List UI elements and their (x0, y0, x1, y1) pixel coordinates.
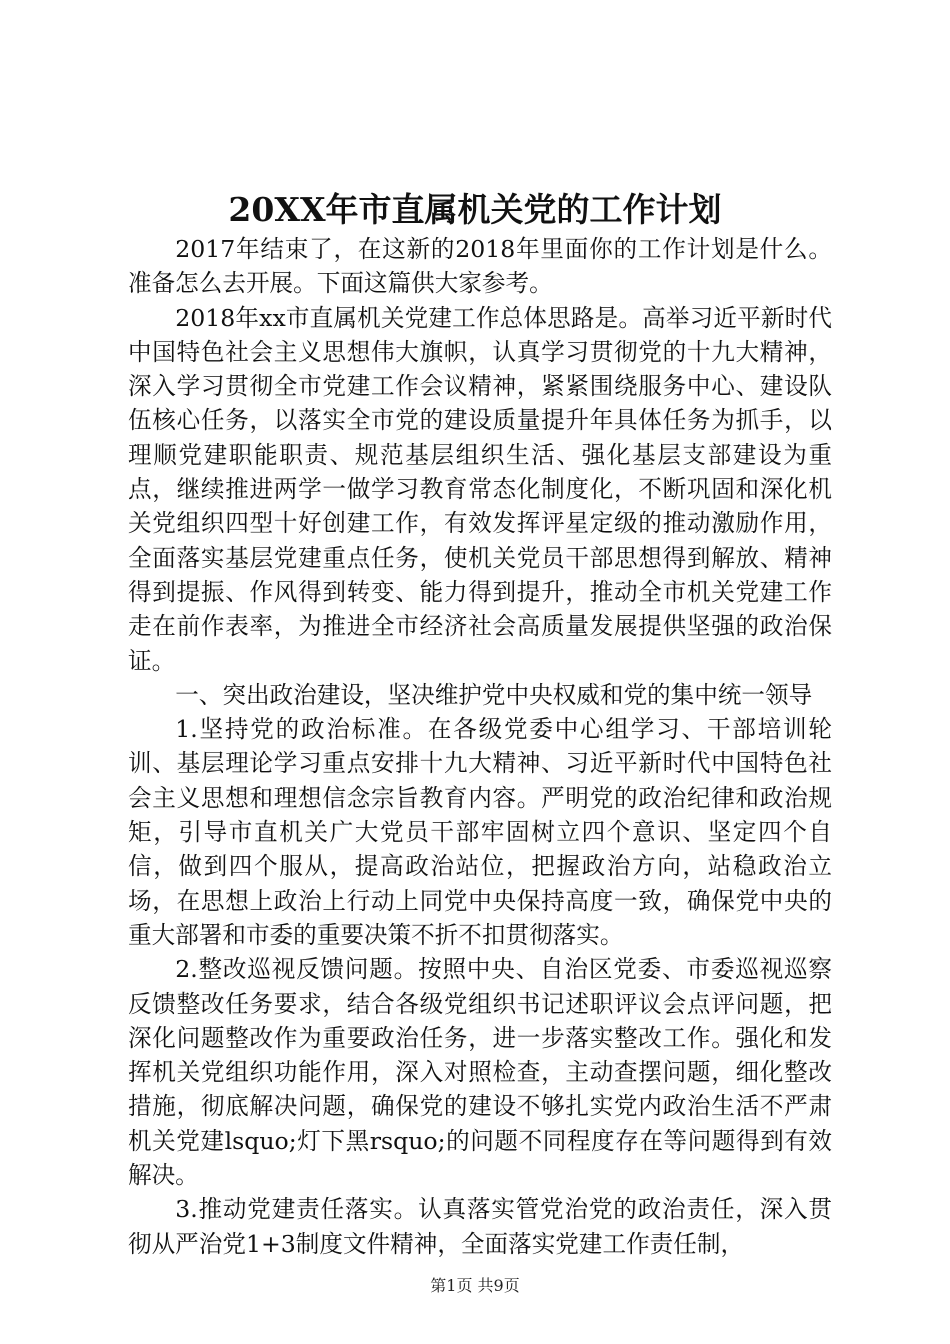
paragraph-item-1: 1.坚持党的政治标准。在各级党委中心组学习、干部培训轮训、基层理论学习重点安排十九大精神、习近平新时代中国特色社会主义思想和理想信念宗旨教育内容。严明党的政治纪律和政治规矩，引导市直机关广大党员干部牢固树立四个意识、坚定四个自信，做到四个服从，提高政治站位，把握政治方向，站稳政治立场，在思想上政治上行动上同党中央保持高度一致，确保党中央的重大部署和市委的重要决策不折不扣贯彻落实。 (128, 715, 832, 949)
section-heading-1: 一、突出政治建设，坚决维护党中央权威和党的集中统一领导 (175, 680, 813, 709)
document-body (128, 232, 832, 1261)
page-number: 第1页 共9页 (430, 1276, 520, 1295)
paragraph-overview: 2018年xx市直属机关党建工作总体思路是。高举习近平新时代中国特色社会主义思想伟大旗帜，认真学习贯彻党的十九大精神，深入学习贯彻全市党建工作会议精神，紧紧围绕服务中心、建设队伍核心任务，以落实全市党的建设质量提升年具体任务为抓手，以理顺党建职能职责、规范基层组织生活、强化基层支部建设为重点，继续推进两学一做学习教育常态化制度化，不断巩固和深化机关党组织四型十好创建工作，有效发挥评星定级的推动激励作用，全面落实基层党建重点任务，使机关党员干部思想得到解放、精神得到提振、作风得到转变、能力得到提升，推动全市机关党建工作走在前作表率，为推进全市经济社会高质量发展提供坚强的政治保证。 (128, 303, 832, 675)
page-title: 20XX年市直属机关党的工作计划 (228, 190, 722, 229)
paragraph-item-2: 2.整改巡视反馈问题。按照中央、自治区党委、市委巡视巡察反馈整改任务要求，结合各级党组织书记述职评议会点评问题，把深化问题整改作为重要政治任务，进一步落实整改工作。强化和发挥机关党组织功能作用，深入对照检查，主动查摆问题，细化整改措施，彻底解决问题，确保党的建设不够扎实党内政治生活不严肃机关党建lsquo;灯下黑rsquo;的问题不同程度存在等问题得到有效解决。 (128, 955, 832, 1190)
paragraph-item-3: 3.推动党建责任落实。认真落实管党治党的政治责任，深入贯彻从严治党1+3制度文件精神，全面落实党建工作责任制， (128, 1195, 832, 1258)
paragraph-intro: 2017年结束了，在这新的2018年里面你的工作计划是什么。准备怎么去开展。下面这篇供大家参考。 (128, 235, 832, 298)
